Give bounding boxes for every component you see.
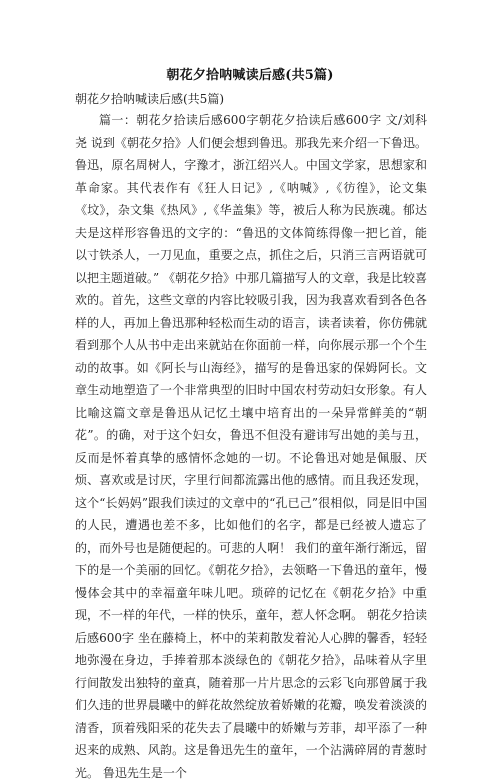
document-title: 朝花夕拾呐喊读后感(共5篇): [166, 68, 334, 83]
document-body: 篇一：朝花夕拾读后感600字朝花夕拾读后感600字 文/刘科尧 说到《朝花夕拾》人们便会想到鲁迅。那我先来介绍一下鲁迅。鲁迅，原名周树人，字豫才，浙江绍兴人。中国文学家，思想家和革命家。其代表作有《狂人日记》,《呐喊》,《彷徨》，论文集《坟》，杂文集《热风》,《华盖集》等，被后人称为民族魂。郁达夫是这样形容鲁迅的文字的：“鲁迅的文体简练得像一把匕首，能以寸铁杀人，一刀见血，重要之点，抓住之后，只消三言两语就可以把主题道破。” 《朝花夕拾》中那几篇描写人的文章，我是比较喜欢的。首先，这些文章的内容比较吸引我，因为我喜欢看到各色各样的人，再加上鲁迅那种轻松而生动的语言，读者读着，你仿佛就看到那个人从书中走出来就站在你面前一样，向你展示那一个个生动的故事。如《阿长与山海经》，描写的是鲁迅家的保姆阿长。文章生动地塑造了一个非常典型的旧时中国农村劳动妇女形象。有人比喻这篇文章是鲁迅从记忆土壤中培育出的一朵异常鲜美的“朝花”。的确，对于这个妇女，鲁迅不但没有避讳写出她的美与丑，反而是怀着真挚的感情怀念她的一切。不论鲁迅对她是佩服、厌烦、喜欢或是讨厌，字里行间都流露出他的感情。而且我还发现，这个“长妈妈”跟我们读过的文章中的“孔已己”很相似，同是旧中国的人民，遭遇也差不多，比如他们的名字，都是已经被人遗忘了的，而外号也是随便起的。可悲的人啊！ 我们的童年渐行渐远，留下的是一个美丽的回忆。《朝花夕拾》，去领略一下鲁迅的童年，慢慢体会其中的幸福童年味儿吧。琐碎的记忆在《朝花夕拾》中重现，不一样的年代，一样的快乐，童年，惹人怀念啊。 朝花夕拾读后感600字 坐在藤椅上，杯中的茉莉散发着沁人心脾的馨香，轻轻地弥漫在身边，手捧着那本淡绿色的《朝花夕拾》，品味着从字里行间散发出独特的童真，随着那一片片思念的云彩飞向那曾属于我们久违的世界晨曦中的鲜花故然绽放着娇嫩的花瓣，唤发着淡淡的清香，顶着残阳采的花失去了晨曦中的娇嫩与芳菲，却平添了一种迟来的成熟、风韵。这是鲁迅先生的童年，一个沾满碎屑的青葱时光。 鲁迅先生是一个: [75, 113, 427, 780]
document-subtitle: 朝花夕拾呐喊读后感(共5篇): [75, 92, 224, 106]
